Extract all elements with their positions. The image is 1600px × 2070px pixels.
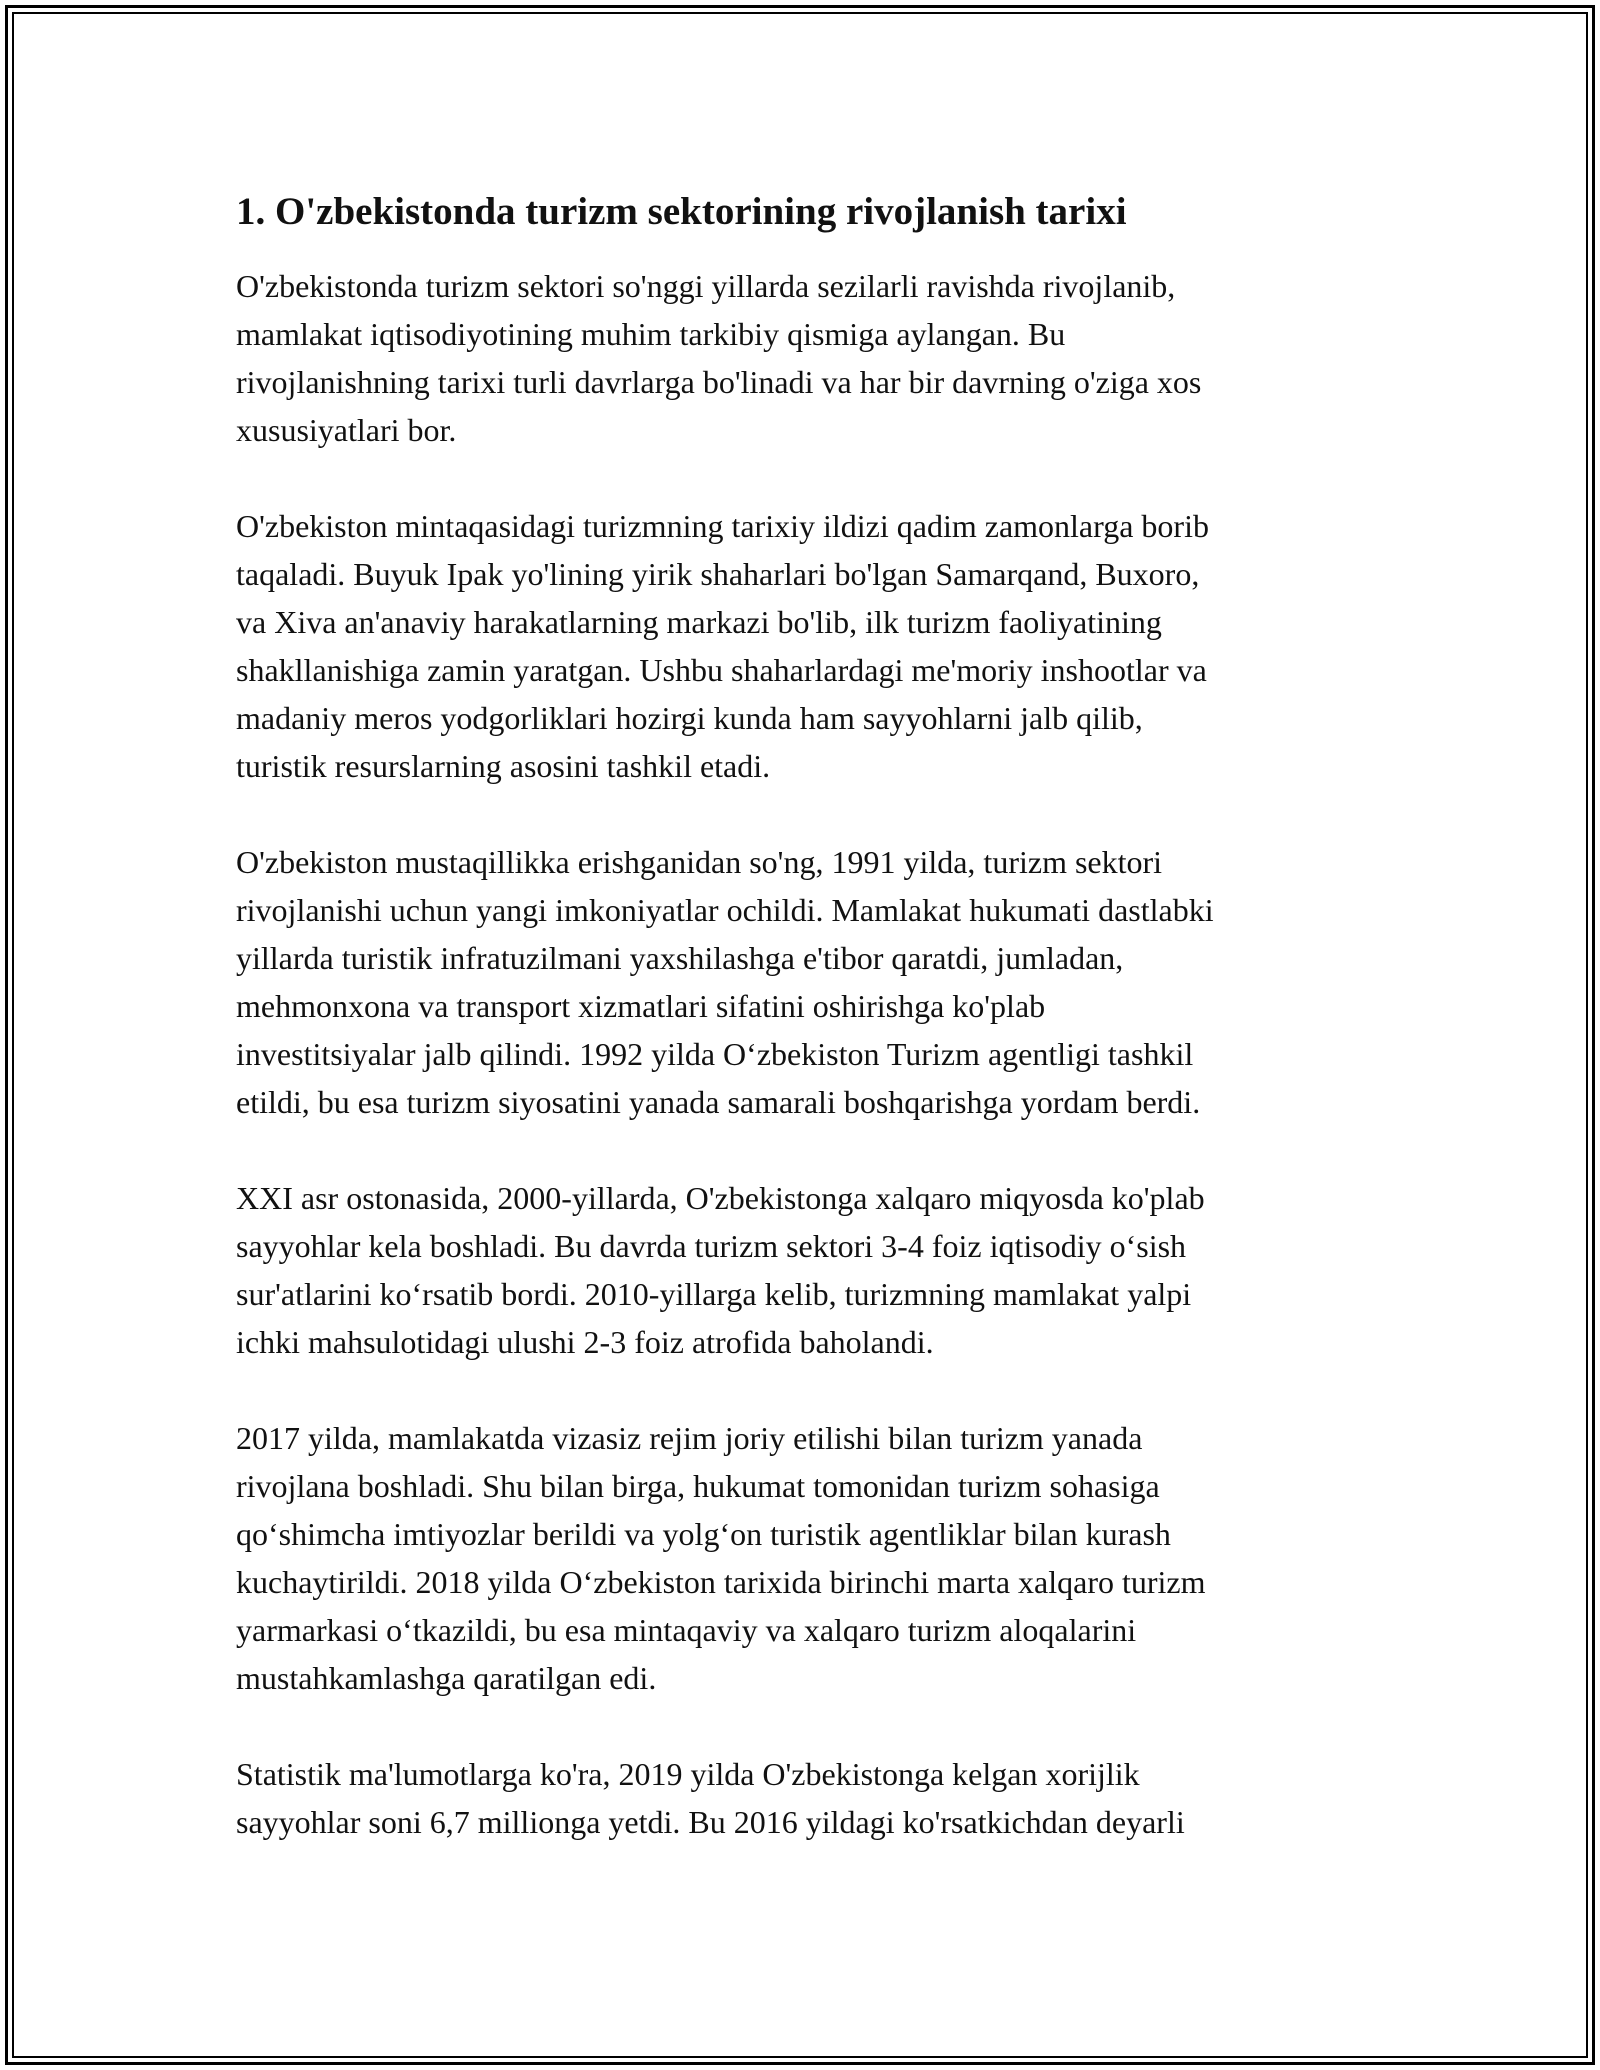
paragraph-ancient-roots	[236, 502, 1366, 790]
text-line: sur'atlarini ko‘rsatib bordi. 2010-yillarga kelib, turizmning mamlakat yalpi	[236, 1276, 1192, 1312]
text-line: kuchaytirildi. 2018 yilda O‘zbekiston tarixida birinchi marta xalqaro turizm	[236, 1564, 1206, 1600]
text-line: ichki mahsulotidagi ulushi 2-3 foiz atrofida baholandi.	[236, 1324, 934, 1360]
text-line: sayyohlar soni 6,7 millionga yetdi. Bu 2016 yildagi ko'rsatkichdan deyarli	[236, 1804, 1185, 1840]
text-line: taqaladi. Buyuk Ipak yo'lining yirik shaharlari bo'lgan Samarqand, Buxoro,	[236, 556, 1200, 592]
text-line: qo‘shimcha imtiyozlar berildi va yolg‘on turistik agentliklar bilan kurash	[236, 1516, 1171, 1552]
text-line: yarmarkasi o‘tkazildi, bu esa mintaqaviy va xalqaro turizm aloqalarini	[236, 1612, 1137, 1648]
text-line: rivojlana boshladi. Shu bilan birga, hukumat tomonidan turizm sohasiga	[236, 1468, 1160, 1504]
text-line: rivojlanishning tarixi turli davrlarga bo'linadi va har bir davrning o'ziga xos	[236, 364, 1202, 400]
text-line: mehmonxona va transport xizmatlari sifatini oshirishga ko'plab	[236, 988, 1046, 1024]
text-line: yillarda turistik infratuzilmani yaxshilashga e'tibor qaratdi, jumladan,	[236, 940, 1124, 976]
text-line: Statistik ma'lumotlarga ko'ra, 2019 yilda O'zbekistonga kelgan xorijlik	[236, 1756, 1140, 1792]
text-line: O'zbekiston mintaqasidagi turizmning tarixiy ildizi qadim zamonlarga borib	[236, 508, 1209, 544]
text-line: va Xiva an'anaviy harakatlarning markazi bo'lib, ilk turizm faoliyatining	[236, 604, 1162, 640]
text-line: turistik resurslarning asosini tashkil etadi.	[236, 748, 771, 784]
paragraph-independence	[236, 838, 1366, 1126]
text-line: O'zbekiston mustaqillikka erishganidan so'ng, 1991 yilda, turizm sektori	[236, 844, 1163, 880]
text-line: O'zbekistonda turizm sektori so'nggi yillarda sezilarli ravishda rivojlanib,	[236, 268, 1176, 304]
paragraph-statistics	[236, 1750, 1366, 1846]
text-line: XXI asr ostonasida, 2000-yillarda, O'zbekistonga xalqaro miqyosda ko'plab	[236, 1180, 1205, 1216]
text-line: shakllanishiga zamin yaratgan. Ushbu shaharlardagi me'moriy inshootlar va	[236, 652, 1207, 688]
text-line: investitsiyalar jalb qilindi. 1992 yilda O‘zbekiston Turizm agentligi tashkil	[236, 1036, 1194, 1072]
text-line: rivojlanishi uchun yangi imkoniyatlar ochildi. Mamlakat hukumati dastlabki	[236, 892, 1214, 928]
paragraph-2000s	[236, 1174, 1366, 1366]
text-line: etildi, bu esa turizm siyosatini yanada samarali boshqarishga yordam berdi.	[236, 1084, 1201, 1120]
document-body	[236, 186, 1366, 1894]
text-line: xususiyatlari bor.	[236, 412, 457, 448]
text-line: 2017 yilda, mamlakatda vizasiz rejim joriy etilishi bilan turizm yanada	[236, 1420, 1143, 1456]
text-line: sayyohlar kela boshladi. Bu davrda turizm sektori 3-4 foiz iqtisodiy o‘sish	[236, 1228, 1187, 1264]
text-line: mustahkamlashga qaratilgan edi.	[236, 1660, 657, 1696]
paragraph-2017	[236, 1414, 1366, 1702]
paragraph-intro	[236, 262, 1366, 454]
section-heading: 1. O'zbekistonda turizm sektorining rivojlanish tarixi	[236, 190, 1127, 233]
text-line: mamlakat iqtisodiyotining muhim tarkibiy qismiga aylangan. Bu	[236, 316, 1066, 352]
text-line: madaniy meros yodgorliklari hozirgi kunda ham sayyohlarni jalb qilib,	[236, 700, 1143, 736]
